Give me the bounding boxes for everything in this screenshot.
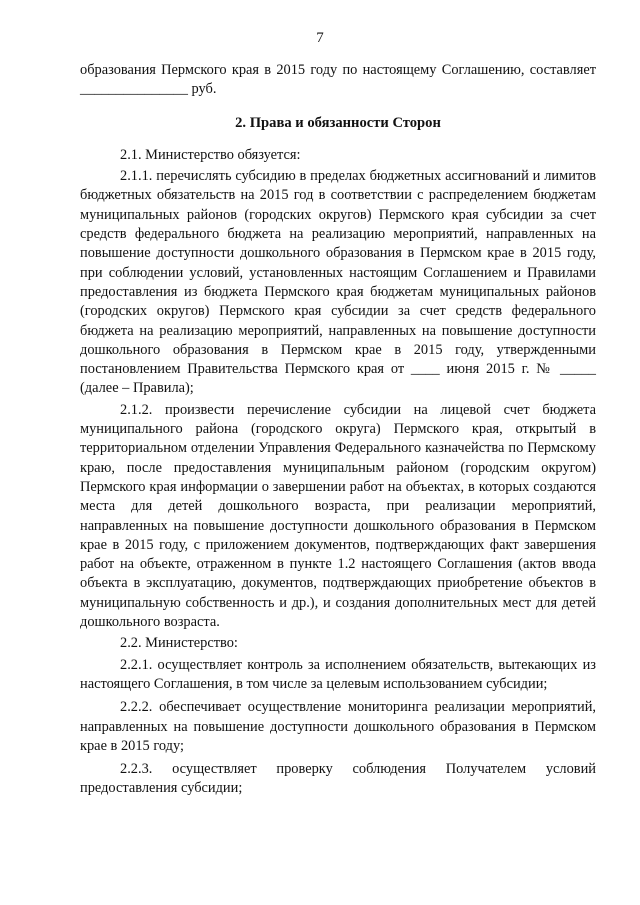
- paragraph-2-2-2: 2.2.2. обеспечивает осуществление мониторинга реализации мероприятий, направленных на повышение доступности дошкольного образования в Пермском крае в 2015 году;: [80, 699, 596, 754]
- section-heading: 2. Права и обязанности Сторон: [235, 114, 441, 131]
- page-number: 7: [316, 30, 324, 46]
- paragraph-2-1-2: 2.1.2. произвести перечисление субсидии на лицевой счет бюджета муниципального района (городского округа) Пермского края, открытый в территориальном отделении Управления Федерального казначейства по Пермскому краю, после предоставления муниципальным районом (городским округом) Пермского края информации о завершении работ на объектах, в которых создаются места для детей дошкольного возраста, при реализации мероприятий, направленных на повышение доступности дошкольного образования в Пермском крае в 2015 году, с приложением документов, подтверждающих факт завершения работ на объекте, отраженном в пункте 1.2 настоящего Соглашения (актов ввода объекта в эксплуатацию, документов, подтверждающих приобретение объектов в муниципальную собственность и др.), и создания дополнительных мест для детей дошкольного возраста.: [80, 401, 596, 631]
- intro-paragraph: образования Пермского края в 2015 году по настоящему Соглашению, составляет _______________ руб.: [80, 62, 596, 98]
- paragraph-2-2-1: 2.2.1. осуществляет контроль за исполнением обязательств, вытекающих из настоящего Соглашения, в том числе за целевым использованием субсидии;: [80, 656, 596, 692]
- paragraph-2-1: 2.1. Министерство обязуется:: [120, 146, 301, 163]
- paragraph-2-2: 2.2. Министерство:: [120, 635, 238, 652]
- paragraph-2-1-1: 2.1.1. перечислять субсидию в пределах бюджетных ассигнований и лимитов бюджетных обязательств на 2015 год в соответствии с распределением бюджетам муниципальных районов (городских округов) Пермского края субсидии за счет средств федерального бюджета на реализацию мероприятий, направленных на повышение доступности дошкольного образования в Пермском крае в 2015 году, при соблюдении условий, установленных настоящим Соглашением и Правилами предоставления из бюджета Пермского края бюджетам муниципальных районов (городских округов) Пермского края субсидии за счет средств федерального бюджета на реализацию мероприятий, направленных на повышение доступности дошкольного образования в Пермском крае в 2015 году, утвержденными постановлением Правительства Пермского края от ____ июня 2015 г. № _____ (далее – Правила);: [80, 168, 596, 397]
- paragraph-2-2-3: 2.2.3. осуществляет проверку соблюдения Получателем условий предоставления субсидии;: [80, 761, 596, 797]
- document-body: [80, 61, 596, 799]
